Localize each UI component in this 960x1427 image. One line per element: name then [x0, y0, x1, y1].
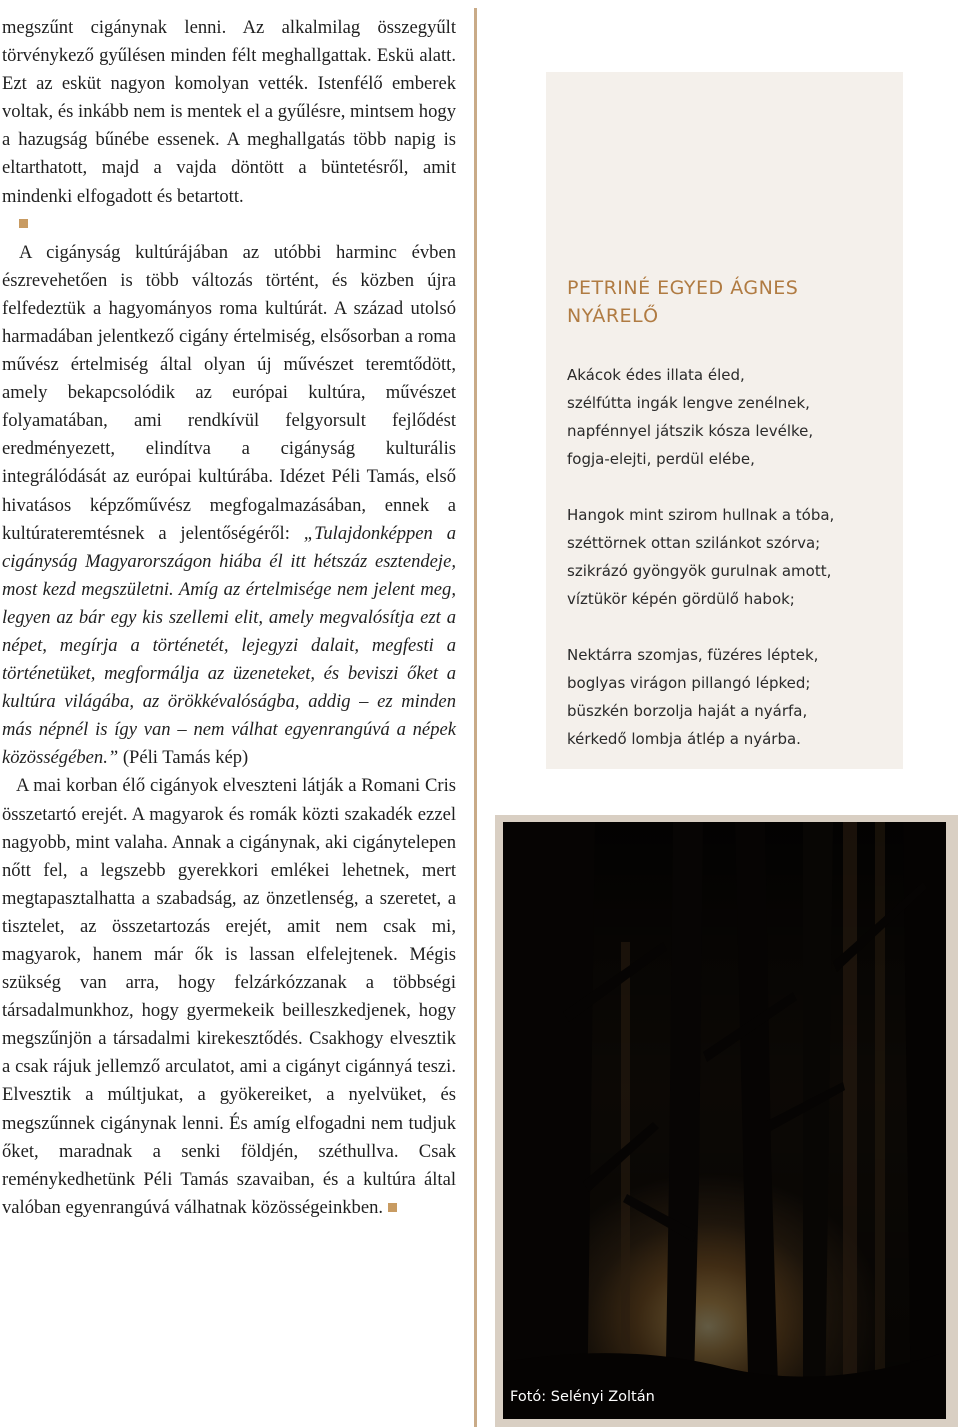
poem-line: fogja-elejti, perdül elébe, [567, 450, 755, 469]
peli-quote: „Tulajdonképpen a cigányság Magyarországon hiába él itt hétszáz esztendeje, most kezd megszületni. Amíg az értelmisége nem jelent meg, legyen az bár egy kis szellemi elit, amely megvalósítja ezt a népet, megírja a történetét, lejegyzi dalait, megfesti a történetüket, megformálja az üzeneteket, és beviszi őket a kultúra világába, az örökkévalóságba, addig – ez minden más népnél is így van – nem válhat egyenrangúvá a népek közösségében.” [2, 522, 456, 769]
poem-line: szikrázó gyöngyök gurulnak amott, [567, 562, 832, 581]
poem-line: Akácok édes illata éled, [567, 366, 745, 384]
column-divider [474, 8, 477, 1427]
bullet-square-icon [19, 219, 28, 228]
poem-line: kérkedő lombja átlép a nyárba. [567, 730, 801, 749]
article-paragraph-1: megszűnt cigánynak lenni. Az alkalmilag összegyűlt törvénykező gyűlésen minden félt meghallgattak. Eskü alatt. Ezt az esküt nagyon komolyan vették. Istenfélő emberek voltak, és inkább nem is mentek el a gyűlésre, mintsem hogy a hazugság bűnébe essenek. A meghallgatás több napig is eltarthatott, majd a vajda döntött a büntetésről, amit mindenki elfogadott és betartott. [2, 17, 456, 207]
article-body [2, 14, 456, 1222]
photo-credit: Fotó: Selényi Zoltán [510, 1389, 655, 1405]
poem-line: napfénnyel játszik kósza levélke, [567, 422, 814, 441]
poem-line: széttörnek ottan szilánkot szórva; [567, 534, 821, 553]
paragraph-2-text: A cigányság kultúrájában az utóbbi harminc évben észrevehetően is több változás történt, és közben újra felfedeztük a hagyományos roma kultúrát. A század utolsó harmadában jelentkező cigány értelmiség, elsősorban a roma művész értelmiség által olyan új művészet teremtődött, amely bekapcsolódik az európai kultúra, művészet folyamatában, ami rendkívül felgyorsult fejlődést eredményezett, elindítva a cigányság kulturális integrálódását az európai kultúrába. Idézet Péli Tamás, első hivatásos képzőművész megfogalmazásában, ennek a kultúrateremtésnek a jelentőségéről: [2, 241, 456, 544]
poem-stanza-1 [567, 361, 897, 473]
section-divider [2, 211, 456, 239]
article-paragraph-3 [2, 772, 456, 1222]
quote-attribution: (Péli Tamás kép) [118, 747, 249, 769]
poem-title: NYÁRELŐ [567, 305, 659, 327]
poem-stanza-2 [567, 501, 897, 613]
article-paragraph-2 [2, 239, 456, 773]
poem-line: szélfútta ingák lengve zenélnek, [567, 394, 810, 413]
poem-line: büszkén borzolja haját a nyárfa, [567, 702, 808, 721]
forest-trees-illustration [503, 822, 946, 1419]
poem-stanza-3 [567, 641, 897, 753]
poem-line: Hangok mint szirom hullnak a tóba, [567, 506, 835, 524]
poem-line: Nektárra szomjas, füzéres léptek, [567, 646, 819, 664]
forest-photo [503, 822, 946, 1419]
poem-line: boglyas virágon pillangó lépked; [567, 674, 811, 693]
poem-author: PETRINÉ EGYED ÁGNES [567, 277, 799, 299]
end-bullet-icon [388, 1203, 397, 1212]
poem-line: víztükör képén gördülő habok; [567, 590, 795, 609]
paragraph-3-text: A mai korban élő cigányok elveszteni látják a Romani Cris összetartó erejét. A magyarok és romák közti szakadék ezzel nagyobb, mint valaha. Annak a cigánynak, aki cigánytelepen nőtt fel, a legszebb gyerekkori emlékei lehetnek, mert megtapasztalhatta a szabadság, az önzetlenség, a szeretet, a tisztelet, az összetartozás erejét, amit nem csak mi, magyarok, hanem már ők is lassan elfelejtenek. Mégis szükség van arra, hogy felzárkózzanak a többségi társadalmunkhoz, hogy gyermekeik beilleszkedjenek, hogy megszűnjön a társadalmi kirekesztődés. Csakhogy elvesztik a csak rájuk jellemző arculatot, ami a cigányt cigánnyá teszi. Elvesztik a múltjukat, a gyökereiket, a nyelvüket, és megszűnnek cigánynak lenni. És amíg elfogadni nem tudjuk őket, maradnak a senki földjén, széthullva. Csak reménykedhetünk Péli Tamás szavaiban, és a kultúra által valóban egyenrangúvá válhatnak közösségeinkben. [2, 775, 456, 1218]
